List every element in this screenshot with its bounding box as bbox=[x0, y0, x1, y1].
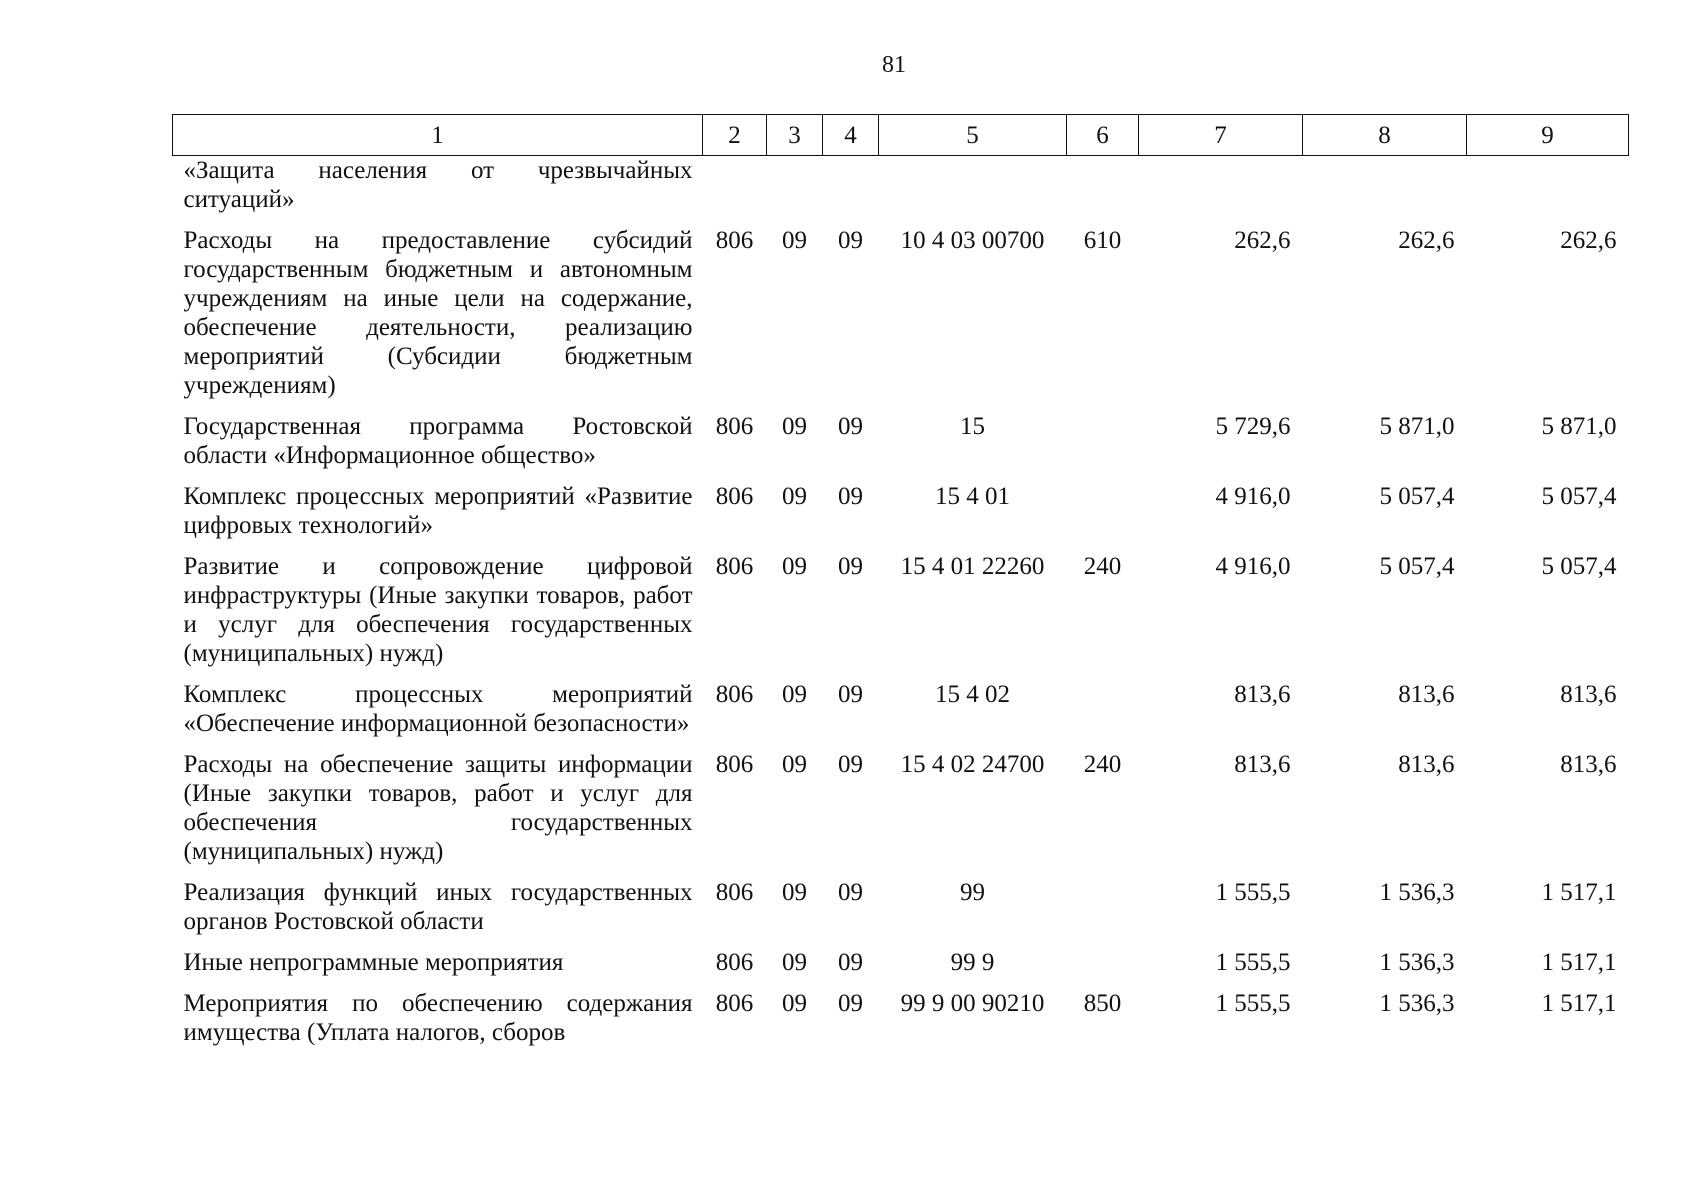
row-vr: 850 bbox=[1083, 990, 1122, 1017]
row-name: Развитие и сопровождение цифровой инфраструктуры (Иные закупки товаров, работ и услуг для обеспечения государственных (муниципальных) нужд) bbox=[183, 553, 693, 667]
row-value-9: 813,6 bbox=[1560, 681, 1617, 708]
row-value-7: 1 555,5 bbox=[1215, 879, 1291, 906]
row-vr bbox=[1067, 412, 1139, 482]
row-value-8: 5 871,0 bbox=[1379, 413, 1455, 440]
row-csr: 15 4 02 24700 bbox=[900, 751, 1045, 778]
column-header-5: 5 bbox=[879, 115, 1067, 156]
table-header-row bbox=[173, 115, 1629, 156]
row-vr bbox=[1067, 680, 1139, 750]
column-header-1: 1 bbox=[173, 115, 703, 156]
row-value-8: 813,6 bbox=[1398, 681, 1455, 708]
row-pr: 09 bbox=[838, 949, 863, 976]
row-value-7: 1 555,5 bbox=[1215, 990, 1291, 1017]
row-value-8: 1 536,3 bbox=[1379, 879, 1455, 906]
row-ved: 806 bbox=[715, 949, 754, 976]
row-name: Реализация функций иных государственных органов Ростовской области bbox=[183, 879, 693, 935]
row-value-7: 5 729,6 bbox=[1215, 413, 1291, 440]
column-header-4: 4 bbox=[823, 115, 879, 156]
row-csr: 15 bbox=[960, 413, 985, 440]
row-csr bbox=[879, 156, 1067, 227]
column-header-9: 9 bbox=[1467, 115, 1629, 156]
row-value-7: 1 555,5 bbox=[1215, 949, 1291, 976]
row-csr: 15 4 02 bbox=[935, 681, 1010, 708]
row-value-8: 813,6 bbox=[1398, 751, 1455, 778]
row-pr: 09 bbox=[838, 483, 863, 510]
row-rz: 09 bbox=[782, 681, 807, 708]
table-row bbox=[173, 156, 1629, 227]
row-value-8: 1 536,3 bbox=[1379, 949, 1455, 976]
row-value-9: 5 057,4 bbox=[1541, 553, 1617, 580]
page-number: 81 bbox=[882, 52, 906, 78]
row-vr: 240 bbox=[1083, 751, 1122, 778]
table-row bbox=[173, 552, 1629, 680]
row-vr: 240 bbox=[1083, 553, 1122, 580]
row-ved: 806 bbox=[715, 553, 754, 580]
row-pr: 09 bbox=[838, 990, 863, 1017]
row-rz: 09 bbox=[782, 553, 807, 580]
row-rz: 09 bbox=[782, 879, 807, 906]
column-header-7: 7 bbox=[1139, 115, 1303, 156]
table-row bbox=[173, 226, 1629, 412]
row-ved: 806 bbox=[715, 413, 754, 440]
row-csr: 15 4 01 22260 bbox=[900, 553, 1045, 580]
row-pr: 09 bbox=[838, 413, 863, 440]
row-vr bbox=[1067, 948, 1139, 989]
row-value-8: 5 057,4 bbox=[1379, 553, 1455, 580]
row-csr: 10 4 03 00700 bbox=[900, 227, 1045, 254]
row-name: Мероприятия по обеспечению содержания имущества (Уплата налогов, сборов bbox=[183, 990, 693, 1046]
row-rz bbox=[767, 156, 823, 227]
row-value-7: 813,6 bbox=[1234, 751, 1291, 778]
row-value-7: 262,6 bbox=[1234, 227, 1291, 254]
row-ved: 806 bbox=[715, 483, 754, 510]
row-pr: 09 bbox=[838, 751, 863, 778]
table-row bbox=[173, 482, 1629, 552]
row-value-9: 5 057,4 bbox=[1541, 483, 1617, 510]
row-rz: 09 bbox=[782, 949, 807, 976]
column-header-2: 2 bbox=[703, 115, 767, 156]
row-name: Расходы на обеспечение защиты информации (Иные закупки товаров, работ и услуг для обеспечения государственных (муниципальных) нужд) bbox=[183, 751, 693, 865]
row-pr: 09 bbox=[838, 227, 863, 254]
row-value-8 bbox=[1303, 156, 1467, 227]
row-value-9: 813,6 bbox=[1560, 751, 1617, 778]
row-name: Иные непрограммные мероприятия bbox=[183, 949, 564, 976]
row-ved: 806 bbox=[715, 751, 754, 778]
row-rz: 09 bbox=[782, 990, 807, 1017]
row-name: Комплекс процессных мероприятий «Обеспечение информационной безопасности» bbox=[183, 681, 693, 737]
row-vr bbox=[1067, 482, 1139, 552]
row-pr: 09 bbox=[838, 879, 863, 906]
row-csr: 99 9 bbox=[950, 949, 995, 976]
row-ved: 806 bbox=[715, 990, 754, 1017]
row-value-9: 1 517,1 bbox=[1541, 990, 1617, 1017]
row-name: Комплекс процессных мероприятий «Развитие цифровых технологий» bbox=[183, 483, 693, 539]
row-value-7 bbox=[1139, 156, 1303, 227]
row-vr: 610 bbox=[1083, 227, 1122, 254]
row-ved bbox=[703, 156, 767, 227]
row-ved: 806 bbox=[715, 227, 754, 254]
row-rz: 09 bbox=[782, 413, 807, 440]
row-value-9: 1 517,1 bbox=[1541, 949, 1617, 976]
row-value-8: 262,6 bbox=[1398, 227, 1455, 254]
column-header-3: 3 bbox=[767, 115, 823, 156]
row-vr bbox=[1067, 878, 1139, 948]
table-row bbox=[173, 680, 1629, 750]
row-ved: 806 bbox=[715, 681, 754, 708]
row-pr: 09 bbox=[838, 681, 863, 708]
row-value-9: 262,6 bbox=[1560, 227, 1617, 254]
row-csr: 99 9 00 90210 bbox=[900, 990, 1045, 1017]
row-value-8: 5 057,4 bbox=[1379, 483, 1455, 510]
table-row bbox=[173, 412, 1629, 482]
column-header-6: 6 bbox=[1067, 115, 1139, 156]
table-row bbox=[173, 948, 1629, 989]
table-row bbox=[173, 989, 1629, 1059]
row-rz: 09 bbox=[782, 751, 807, 778]
row-vr bbox=[1067, 156, 1139, 227]
row-name: Расходы на предоставление субсидий государственным бюджетным и автономным учреждениям на иные цели на содержание, обеспечение деятельности, реализацию мероприятий (Субсидии бюджетным учреждениям) bbox=[183, 227, 693, 399]
row-name: «Защита населения от чрезвычайных ситуаций» bbox=[183, 157, 693, 213]
row-value-8: 1 536,3 bbox=[1379, 990, 1455, 1017]
row-csr: 15 4 01 bbox=[935, 483, 1010, 510]
budget-table bbox=[172, 114, 1629, 1059]
row-name: Государственная программа Ростовской области «Информационное общество» bbox=[183, 413, 693, 469]
row-pr: 09 bbox=[838, 553, 863, 580]
row-csr: 99 bbox=[960, 879, 985, 906]
row-ved: 806 bbox=[715, 879, 754, 906]
row-rz: 09 bbox=[782, 483, 807, 510]
row-value-7: 813,6 bbox=[1234, 681, 1291, 708]
row-value-9: 5 871,0 bbox=[1541, 413, 1617, 440]
row-value-7: 4 916,0 bbox=[1215, 483, 1291, 510]
table-row bbox=[173, 878, 1629, 948]
table-row bbox=[173, 750, 1629, 878]
row-value-9: 1 517,1 bbox=[1541, 879, 1617, 906]
row-rz: 09 bbox=[782, 227, 807, 254]
row-pr bbox=[823, 156, 879, 227]
column-header-8: 8 bbox=[1303, 115, 1467, 156]
row-value-9 bbox=[1467, 156, 1629, 227]
row-value-7: 4 916,0 bbox=[1215, 553, 1291, 580]
